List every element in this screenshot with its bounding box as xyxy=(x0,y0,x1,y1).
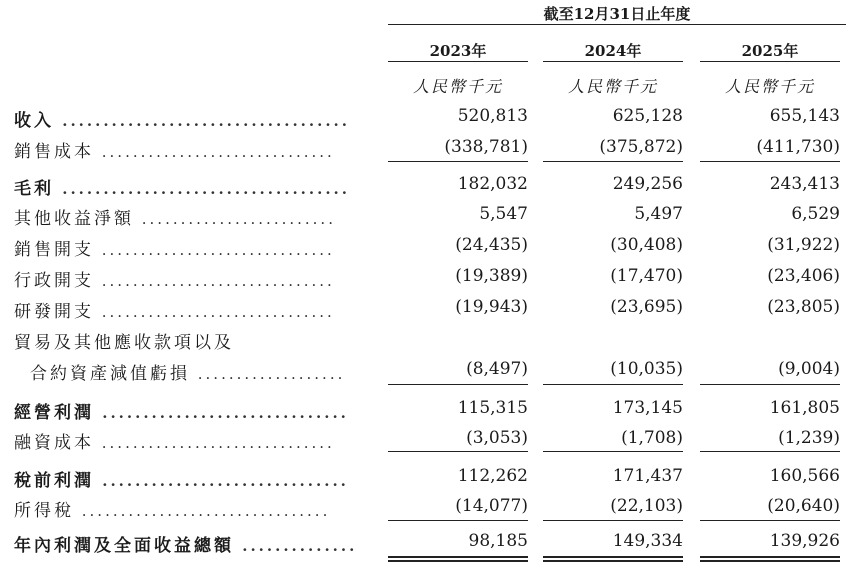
value-cell: (23,406) xyxy=(767,266,840,286)
value-cell: 655,143 xyxy=(769,106,840,126)
year-header-2: 2024年 xyxy=(584,42,642,60)
value-cell: 160,566 xyxy=(769,466,840,486)
value-cell: 173,145 xyxy=(612,398,683,418)
value-cell: (23,695) xyxy=(610,297,683,317)
value-cell: 6,529 xyxy=(791,204,840,224)
row-label xyxy=(14,297,335,322)
total-double-rule xyxy=(543,556,683,562)
value-cell: (22,103) xyxy=(610,496,683,516)
row-label-text: 年內利潤及全面收益總額 xyxy=(14,536,234,556)
row-label xyxy=(14,266,335,291)
row-label-text: 所得稅 xyxy=(14,501,74,521)
value-cell: 5,497 xyxy=(634,204,683,224)
leader-dots: .............................. xyxy=(94,143,335,161)
row-label-text: 貿易及其他應收款項以及 xyxy=(14,333,234,353)
subtotal-rule xyxy=(700,451,840,452)
row-label-text: 毛利 xyxy=(14,179,54,199)
value-cell: 182,032 xyxy=(457,174,528,194)
value-cell: (30,408) xyxy=(610,235,683,255)
unit-label-2: 人民幣千元 xyxy=(567,77,658,96)
value-cell: 98,185 xyxy=(468,531,528,551)
subtotal-rule xyxy=(543,161,683,162)
unit-label-3: 人民幣千元 xyxy=(724,77,815,96)
value-cell: (20,640) xyxy=(767,496,840,516)
value-cell: (23,805) xyxy=(767,297,840,317)
row-label-text: 銷售開支 xyxy=(14,240,94,260)
subtotal-rule xyxy=(388,161,528,162)
row-label xyxy=(14,328,234,353)
value-cell: (411,730) xyxy=(756,137,840,157)
subtotal-rule xyxy=(700,520,840,521)
subtotal-rule xyxy=(388,520,528,521)
value-cell: 139,926 xyxy=(769,531,840,551)
value-cell: (375,872) xyxy=(599,137,683,157)
value-cell: 115,315 xyxy=(457,398,528,418)
value-cell: (8,497) xyxy=(466,359,528,379)
row-label-text: 經營利潤 xyxy=(14,403,94,423)
value-cell: (19,943) xyxy=(455,297,528,317)
total-double-rule xyxy=(388,556,528,562)
subtotal-rule xyxy=(388,384,528,385)
leader-dots: ................................ xyxy=(74,502,331,520)
value-cell: (24,435) xyxy=(455,235,528,255)
leader-dots: .............................. xyxy=(94,303,335,321)
value-cell: (17,470) xyxy=(610,266,683,286)
total-double-rule xyxy=(700,556,840,562)
period-rule xyxy=(388,24,846,25)
leader-dots: .............................. xyxy=(94,472,349,490)
row-label xyxy=(14,235,335,260)
leader-dots: .............. xyxy=(234,537,358,555)
value-cell: (1,239) xyxy=(778,428,840,448)
value-cell: (19,389) xyxy=(455,266,528,286)
value-cell: (3,053) xyxy=(466,428,528,448)
row-label xyxy=(14,106,350,131)
subtotal-rule xyxy=(543,520,683,521)
value-cell: 112,262 xyxy=(457,466,528,486)
row-label xyxy=(14,204,336,229)
value-cell: 243,413 xyxy=(769,174,840,194)
subtotal-rule xyxy=(700,161,840,162)
row-label xyxy=(14,428,335,453)
leader-dots: ......................... xyxy=(134,210,336,228)
year-header-rule-3 xyxy=(700,61,840,62)
row-label-text: 融資成本 xyxy=(14,433,94,453)
row-label xyxy=(14,174,350,199)
leader-dots: .............................. xyxy=(94,434,335,452)
value-cell: (10,035) xyxy=(610,359,683,379)
leader-dots: ................................... xyxy=(54,112,350,130)
row-label-text: 合約資產減值虧損 xyxy=(30,364,190,384)
subtotal-rule xyxy=(388,451,528,452)
row-label-text: 收入 xyxy=(14,111,54,131)
row-label-text: 其他收益淨額 xyxy=(14,209,134,229)
value-cell: (9,004) xyxy=(778,359,840,379)
row-label-text: 行政開支 xyxy=(14,271,94,291)
row-label xyxy=(14,398,349,423)
value-cell: 249,256 xyxy=(612,174,683,194)
subtotal-rule xyxy=(700,384,840,385)
value-cell: 625,128 xyxy=(612,106,683,126)
unit-label-1: 人民幣千元 xyxy=(412,77,503,96)
leader-dots: .............................. xyxy=(94,241,335,259)
value-cell: (1,708) xyxy=(621,428,683,448)
row-label-text: 銷售成本 xyxy=(14,142,94,162)
leader-dots: ................................... xyxy=(54,180,350,198)
year-header-rule-1 xyxy=(388,61,528,62)
subtotal-rule xyxy=(543,384,683,385)
period-header: 截至12月31日止年度 xyxy=(543,5,691,23)
row-label xyxy=(30,359,345,384)
row-label xyxy=(14,531,357,556)
row-label xyxy=(14,137,335,162)
value-cell: (338,781) xyxy=(444,137,528,157)
value-cell: 520,813 xyxy=(457,106,528,126)
value-cell: 171,437 xyxy=(612,466,683,486)
year-header-1: 2023年 xyxy=(429,42,487,60)
row-label xyxy=(14,466,349,491)
value-cell: 161,805 xyxy=(769,398,840,418)
subtotal-rule xyxy=(543,451,683,452)
leader-dots: .............................. xyxy=(94,272,335,290)
year-header-3: 2025年 xyxy=(741,42,799,60)
value-cell: 149,334 xyxy=(612,531,683,551)
value-cell: (31,922) xyxy=(767,235,840,255)
leader-dots: .............................. xyxy=(94,404,349,422)
row-label xyxy=(14,496,330,521)
leader-dots: ................... xyxy=(190,365,346,383)
value-cell: 5,547 xyxy=(479,204,528,224)
year-header-rule-2 xyxy=(543,61,683,62)
row-label-text: 稅前利潤 xyxy=(14,471,94,491)
row-label-text: 研發開支 xyxy=(14,302,94,322)
value-cell: (14,077) xyxy=(455,496,528,516)
